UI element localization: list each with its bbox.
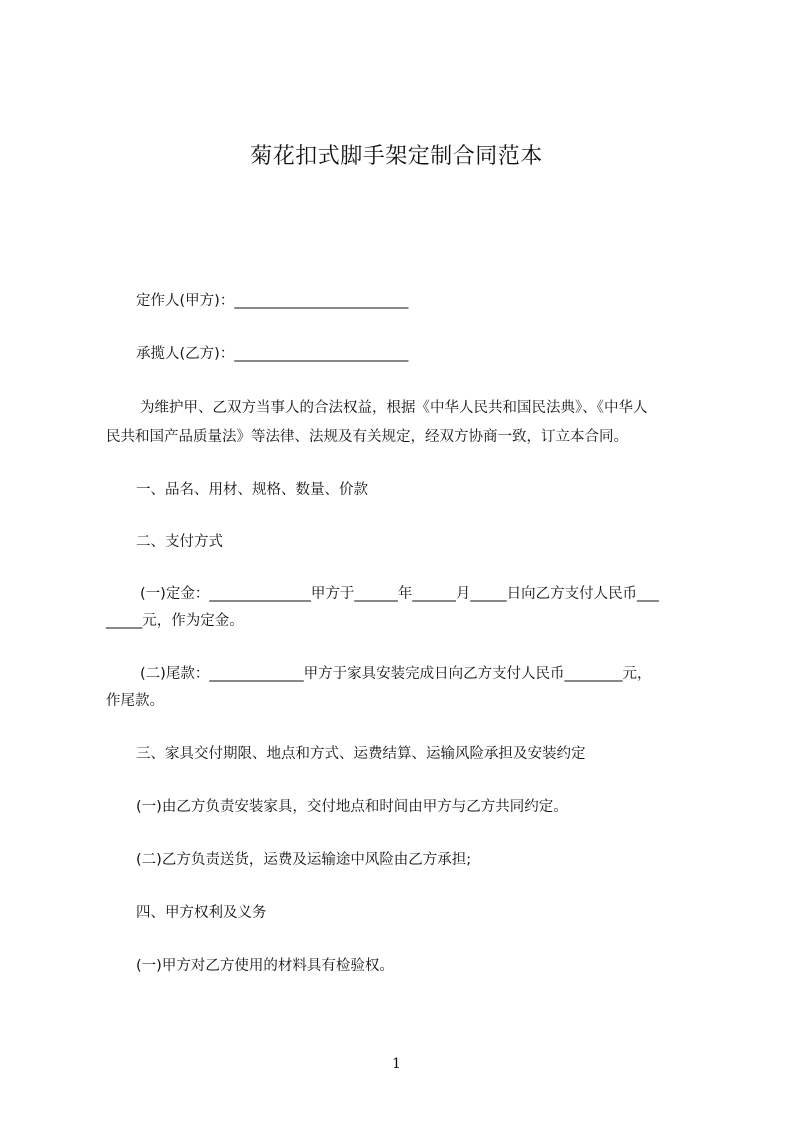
page-number: 1 xyxy=(392,1056,401,1072)
rights-item-1: (一)甲方对乙方使用的材料具有检验权。 xyxy=(136,958,394,974)
party-a-line: 定作人(甲方)：________________________ xyxy=(136,293,409,309)
deposit-line-2: _____元，作为定金。 xyxy=(106,613,244,629)
section-2-heading: 二、支付方式 xyxy=(136,534,223,550)
delivery-item-1: (一)由乙方负责安装家具，交付地点和时间由甲方与乙方共同约定。 xyxy=(136,799,568,815)
delivery-item-2: (二)乙方负责送货，运费及运输途中风险由乙方承担; xyxy=(136,852,472,868)
section-4-heading: 四、甲方权利及义务 xyxy=(136,905,267,921)
section-1-heading: 一、品名、用材、规格、数量、价款 xyxy=(136,482,368,498)
page-title: 菊花扣式脚手架定制合同范本 xyxy=(250,144,543,169)
preamble-line-1: 为维护甲、乙双方当事人的合法权益，根据《中华人民共和国民法典》、《中华人 xyxy=(140,400,648,416)
section-3-heading: 三、家具交付期限、地点和方式、运费结算、运输风险承担及安装约定 xyxy=(136,746,586,762)
balance-line-2: 作尾款。 xyxy=(106,693,164,709)
balance-line-1: (二)尾款：_____________甲方于家具安装完成日向乙方支付人民币________元， xyxy=(140,666,652,682)
deposit-line-1: (一)定金：______________甲方于______年______月_____日向乙方支付人民币___ xyxy=(140,586,659,602)
party-b-line: 承揽人(乙方)：________________________ xyxy=(136,346,409,362)
preamble-line-2: 民共和国产品质量法》等法律、法规及有关规定，经双方协商一致，订立本合同。 xyxy=(106,429,628,445)
